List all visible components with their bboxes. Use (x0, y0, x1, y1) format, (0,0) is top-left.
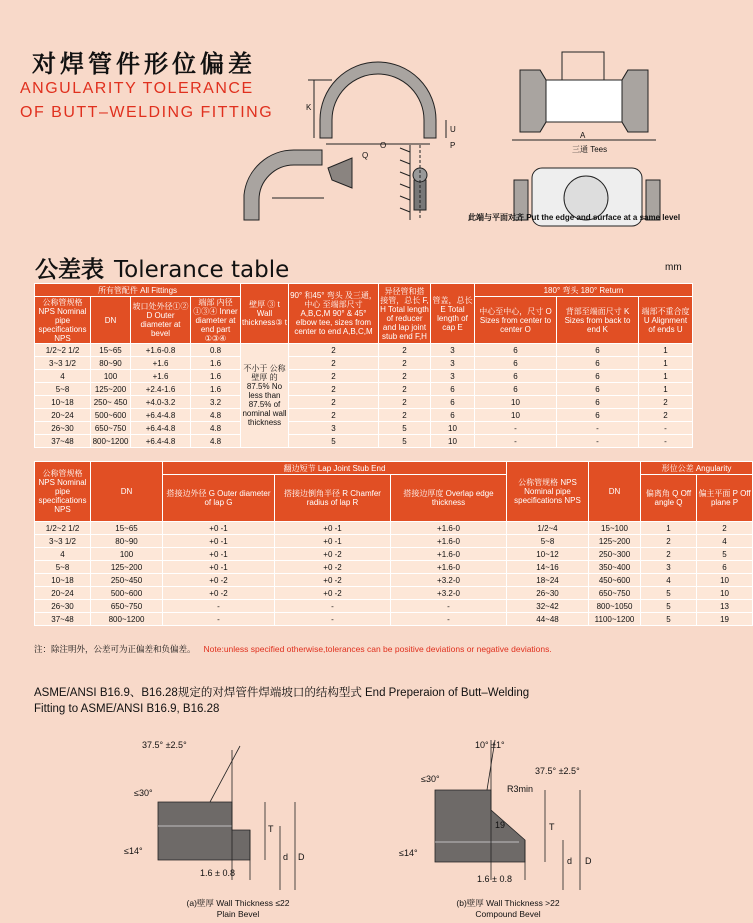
table-cell: +1.6-0.8 (131, 344, 191, 357)
table-cell: - (475, 422, 557, 435)
b-angle-label: 37.5° ±2.5° (535, 766, 580, 776)
table-cell: - (475, 435, 557, 448)
table-cell: - (639, 435, 693, 448)
table-cell: 20~24 (35, 409, 91, 422)
table-cell: 500~600 (91, 587, 163, 600)
label-q: Q (362, 151, 369, 160)
table-cell: 6 (475, 344, 557, 357)
b-t-label: T (549, 822, 555, 832)
table-cell: 3~3 1/2 (35, 357, 91, 370)
b-19-label: 19 (495, 820, 506, 830)
tolerance-note: 注：除注明外，公差可为正偏差和负偏差。 Note:unless specified otherwise,tolerances can be positive deviations or negative deviations. (34, 644, 552, 654)
table-cell: 2 (379, 357, 431, 370)
table-cell: 14~16 (507, 561, 589, 574)
table-cell: 5 (379, 422, 431, 435)
table-cell: 26~30 (35, 600, 91, 613)
header-wall: 壁厚 ③ t Wall thickness③ t (241, 284, 289, 344)
table-cell: 3 (431, 357, 475, 370)
table-cell: 2 (289, 409, 379, 422)
a-t-label: T (268, 824, 274, 834)
table-cell: +6.4-4.8 (131, 409, 191, 422)
table-row (35, 561, 753, 574)
unit-label: mm (665, 262, 682, 273)
b-r-label: R3min (507, 784, 534, 794)
table-cell: 250~ 450 (91, 396, 131, 409)
table-cell: +3.2-0 (391, 574, 507, 587)
table-cell: 350~400 (589, 561, 641, 574)
elbow-drawing (244, 150, 324, 220)
table-cell: 3 (431, 344, 475, 357)
table-cell: 6 (557, 383, 639, 396)
wall-note: 不小于 公称壁厚 的87.5% No less than 87.5% of nominal wall thickness (241, 344, 289, 448)
table-cell: 1.6 (191, 383, 241, 396)
table-cell: +0 -2 (275, 548, 391, 561)
table-cell: - (163, 600, 275, 613)
table-cell: 4 (35, 548, 91, 561)
table-cell: 450~600 (589, 574, 641, 587)
compound-bevel-caption: (b)壁厚 Wall Thickness >22 Compound Bevel (456, 898, 560, 919)
table-cell: 1 (641, 522, 697, 535)
tee-drawing (512, 52, 656, 140)
header-elbow: 90° 和45° 弯头 及三通，中心 至端部尺寸 A,B,C,M 90° & 45° elbow tee, sizes from center to end A,B,C,M (289, 284, 379, 344)
tolerance-table-2 (34, 461, 753, 626)
header-dn: DN (91, 297, 131, 344)
a-30-label: ≤30° (134, 788, 153, 798)
table-cell: 80~90 (91, 357, 131, 370)
label-p: P (450, 141, 456, 150)
table-cell: 3.2 (191, 396, 241, 409)
table-cell: 80~90 (91, 535, 163, 548)
b-10-label: 10° ±1° (475, 740, 505, 750)
header2-g: 搭接边外径 G Outer diameter of lap G (163, 475, 275, 522)
table-row (35, 344, 693, 357)
table-row (35, 613, 753, 626)
table-cell: 6 (557, 370, 639, 383)
table-row (35, 522, 753, 535)
label-o: O (380, 141, 387, 150)
b-14-label: ≤14° (399, 848, 418, 858)
table-cell: 2 (289, 383, 379, 396)
table-cell: +0 -2 (275, 561, 391, 574)
header-id: 端部 内径 ①③④ Inner diameter at end part ①③④ (191, 297, 241, 344)
table-cell: 3 (431, 370, 475, 383)
table-cell: +1.6-0 (391, 548, 507, 561)
a-14-label: ≤14° (124, 846, 143, 856)
table-cell: 20~24 (35, 587, 91, 600)
table-cell: 1/2~4 (507, 522, 589, 535)
table-cell: +0 -1 (163, 561, 275, 574)
table-cell: 4 (697, 535, 753, 548)
table-cell: 10~12 (507, 548, 589, 561)
header-return: 180° 弯头 180° Return (475, 284, 693, 297)
table-cell: +4.0-3.2 (131, 396, 191, 409)
table-cell: +0 -2 (163, 587, 275, 600)
table-cell: 5 (379, 435, 431, 448)
table-cell: 6 (475, 383, 557, 396)
label-k: K (306, 103, 312, 112)
table-cell: +1.6-0 (391, 535, 507, 548)
table-cell: 1.6 (191, 357, 241, 370)
table-cell: 19 (697, 613, 753, 626)
table-cell: 2 (639, 396, 693, 409)
table-cell: 500~600 (91, 409, 131, 422)
table-cell: 15~100 (589, 522, 641, 535)
table-cell: - (557, 435, 639, 448)
page-title-cn: 对焊管件形位偏差 (32, 50, 256, 78)
b-d-label: d (567, 856, 573, 866)
table-row (35, 409, 693, 422)
tolerance-heading: 公差表 Tolerance table (35, 257, 290, 283)
a-D-label: D (298, 852, 305, 862)
table-row (35, 435, 693, 448)
table-cell: 6 (557, 357, 639, 370)
table-row (35, 600, 753, 613)
table-cell: 6 (475, 370, 557, 383)
table-row (35, 548, 753, 561)
table-cell: 800~1200 (91, 435, 131, 448)
table-cell: 18~24 (507, 574, 589, 587)
table-cell: 6 (557, 396, 639, 409)
table-row (35, 396, 693, 409)
plain-bevel-drawing (120, 730, 310, 900)
wall-section-drawing (400, 145, 427, 220)
label-tees: 三通 Tees (572, 145, 608, 154)
table-cell: 2 (289, 396, 379, 409)
header2-nps: 公称管规格 NPS Nominal pipe specifications NPS (35, 462, 91, 522)
table-cell: 1 (639, 357, 693, 370)
table-cell: - (391, 613, 507, 626)
table-cell: - (557, 422, 639, 435)
table-cell: 10 (697, 587, 753, 600)
header2-p: 偏主平面 P Off plane P (697, 475, 753, 522)
table-cell: +0 -2 (275, 587, 391, 600)
table-cell: 5 (641, 600, 697, 613)
table-cell: 6 (557, 344, 639, 357)
a-angle-label: 37.5° ±2.5° (142, 740, 187, 750)
table-cell: 3 (641, 561, 697, 574)
table-cell: 800~1050 (589, 600, 641, 613)
table-cell: 1 (639, 344, 693, 357)
table-cell: 1100~1200 (589, 613, 641, 626)
table-cell: 250~300 (589, 548, 641, 561)
table-cell: 4 (641, 574, 697, 587)
table-cell: +1.6-0 (391, 522, 507, 535)
table-cell: 800~1200 (91, 613, 163, 626)
header2-q: 偏离角 Q Off angle Q (641, 475, 697, 522)
table-cell: 32~42 (507, 600, 589, 613)
table-cell: 5 (289, 435, 379, 448)
table-cell: 125~200 (91, 561, 163, 574)
table-cell: +2.4-1.6 (131, 383, 191, 396)
table-cell: 1/2~2 1/2 (35, 522, 91, 535)
table-cell: 1.6 (191, 370, 241, 383)
table-cell: - (275, 613, 391, 626)
table-cell: 37~48 (35, 435, 91, 448)
header2-r: 搭接边倒角半径 R Chamfer radius of lap R (275, 475, 391, 522)
table-cell: +6.4-4.8 (131, 435, 191, 448)
table-cell: 650~750 (91, 422, 131, 435)
table-cell: 5~8 (35, 383, 91, 396)
edge-note: 此端与平面对齐 Put the edge and surface at a same level (468, 213, 681, 222)
table-cell: 100 (91, 548, 163, 561)
table-cell: +3.2-0 (391, 587, 507, 600)
header2-overlap: 搭接边厚度 Overlap edge thickness (391, 475, 507, 522)
table-cell: 15~65 (91, 522, 163, 535)
table-cell: 5 (697, 548, 753, 561)
header-reducer: 异径管和搭 接管，总长 F, H Total length of reducer and lap joint stub end F,H (379, 284, 431, 344)
table-cell: 2 (289, 370, 379, 383)
table-cell: +0 -1 (163, 522, 275, 535)
header-cap: 管盖，总长 E Total length of cap E (431, 284, 475, 344)
table-cell: +0 -1 (163, 548, 275, 561)
table-cell: 2 (379, 396, 431, 409)
table-cell: 5 (641, 587, 697, 600)
a-d-label: d (283, 852, 289, 862)
header-o: 中心至中心，尺寸 O Sizes from center to center O (475, 297, 557, 344)
header-nps: 公称管规格 NPS Nominal pipe specifications NPS (35, 297, 91, 344)
table-cell: 250~450 (91, 574, 163, 587)
table-cell: 4.8 (191, 422, 241, 435)
b-30-label: ≤30° (421, 774, 440, 784)
table-cell: - (391, 600, 507, 613)
table-cell: 10 (475, 396, 557, 409)
table-cell: 1 (639, 383, 693, 396)
b-land-label: 1.6 ± 0.8 (477, 874, 512, 884)
header2-dn2: DN (589, 462, 641, 522)
table-cell: 10 (431, 435, 475, 448)
bevel-title-line1: ASME/ANSI B16.9、B16.28规定的对焊管件焊端坡口的结构型式 End Preperaion of Butt–Welding (34, 687, 530, 699)
table-cell: 6 (431, 383, 475, 396)
table-cell: 0.8 (191, 344, 241, 357)
label-u: U (450, 125, 456, 134)
table-cell: 15~65 (91, 344, 131, 357)
header2-dn: DN (91, 462, 163, 522)
table-cell: - (275, 600, 391, 613)
table-cell: 6 (431, 409, 475, 422)
table-row (35, 370, 693, 383)
table-cell: +6.4-4.8 (131, 422, 191, 435)
table-cell: 10~18 (35, 396, 91, 409)
table-cell: 2 (697, 522, 753, 535)
table-cell: 5~8 (35, 561, 91, 574)
table-cell: 3 (289, 422, 379, 435)
table-cell: 2 (379, 409, 431, 422)
table-cell: +0 -1 (275, 522, 391, 535)
table-row (35, 383, 693, 396)
table-cell: 3~3 1/2 (35, 535, 91, 548)
table-cell: 2 (379, 370, 431, 383)
table-cell: 6 (431, 396, 475, 409)
table-cell: +1.6-0 (391, 561, 507, 574)
table-cell: 10 (697, 574, 753, 587)
plain-bevel-caption: (a)壁厚 Wall Thickness ≤22 Plain Bevel (186, 898, 290, 919)
table-cell: 37~48 (35, 613, 91, 626)
table-cell: 125~200 (91, 383, 131, 396)
table-row (35, 587, 753, 600)
header2-lap: 翻边短节 Lap Joint Stub End (163, 462, 507, 475)
table-cell: 10~18 (35, 574, 91, 587)
table-cell: 2 (641, 548, 697, 561)
table-cell: 650~750 (91, 600, 163, 613)
table-cell: 4 (35, 370, 91, 383)
a-land-label: 1.6 ± 0.8 (200, 868, 235, 878)
table-cell: +0 -1 (275, 535, 391, 548)
table-cell: +0 -2 (275, 574, 391, 587)
table-cell: 26~30 (507, 587, 589, 600)
tolerance-table-1 (34, 283, 693, 448)
table-cell: 650~750 (589, 587, 641, 600)
header-k: 背部至端面尺寸 K Sizes from back to end K (557, 297, 639, 344)
table-cell: - (163, 613, 275, 626)
b-D-label: D (585, 856, 592, 866)
bevel-title-line2: Fitting to ASME/ANSI B16.9, B16.28 (34, 703, 220, 715)
table-row (35, 422, 693, 435)
table-cell: 6 (475, 357, 557, 370)
table-row (35, 535, 753, 548)
table-cell: 10 (475, 409, 557, 422)
table-cell: +1.6 (131, 370, 191, 383)
table-cell: +0 -1 (163, 535, 275, 548)
table-cell: 2 (641, 535, 697, 548)
table-cell: 10 (431, 422, 475, 435)
table-cell: +0 -2 (163, 574, 275, 587)
table-cell: 5 (641, 613, 697, 626)
label-a: A (580, 131, 586, 140)
table-cell: 6 (697, 561, 753, 574)
table-cell: 13 (697, 600, 753, 613)
header2-nps2: 公称管规格 NPS Nominal pipe specifications NPS (507, 462, 589, 522)
table-cell: 6 (557, 409, 639, 422)
fittings-diagrams (232, 40, 694, 225)
header-all-fittings: 所有管配件 All Fittings (35, 284, 241, 297)
table-cell: 44~48 (507, 613, 589, 626)
table-cell: 2 (639, 409, 693, 422)
table-cell: 26~30 (35, 422, 91, 435)
table-cell: 2 (379, 344, 431, 357)
page-title-en-line2: OF BUTT–WELDING FITTING (20, 104, 274, 121)
table-cell: 100 (91, 370, 131, 383)
table-cell: 4.8 (191, 435, 241, 448)
table-cell: 4.8 (191, 409, 241, 422)
table-cell: 1 (639, 370, 693, 383)
table-cell: 5~8 (507, 535, 589, 548)
table-cell: 125~200 (589, 535, 641, 548)
return-bend-drawing (308, 62, 446, 144)
page-title-en-line1: ANGULARITY TOLERANCE (20, 80, 254, 97)
compound-bevel-drawing (395, 730, 610, 900)
table-row (35, 574, 753, 587)
header-od: 坡口处外径①② D Outer diameter at bevel (131, 297, 191, 344)
table-row (35, 357, 693, 370)
header-u: 端部不重合度 U Alignment of ends U (639, 297, 693, 344)
header2-angularity: 形位公差 Angularity (641, 462, 753, 475)
table-cell: 2 (289, 344, 379, 357)
table-cell: 1/2~2 1/2 (35, 344, 91, 357)
table-cell: +1.6 (131, 357, 191, 370)
table-cell: - (639, 422, 693, 435)
table-cell: 2 (289, 357, 379, 370)
table-cell: 2 (379, 383, 431, 396)
